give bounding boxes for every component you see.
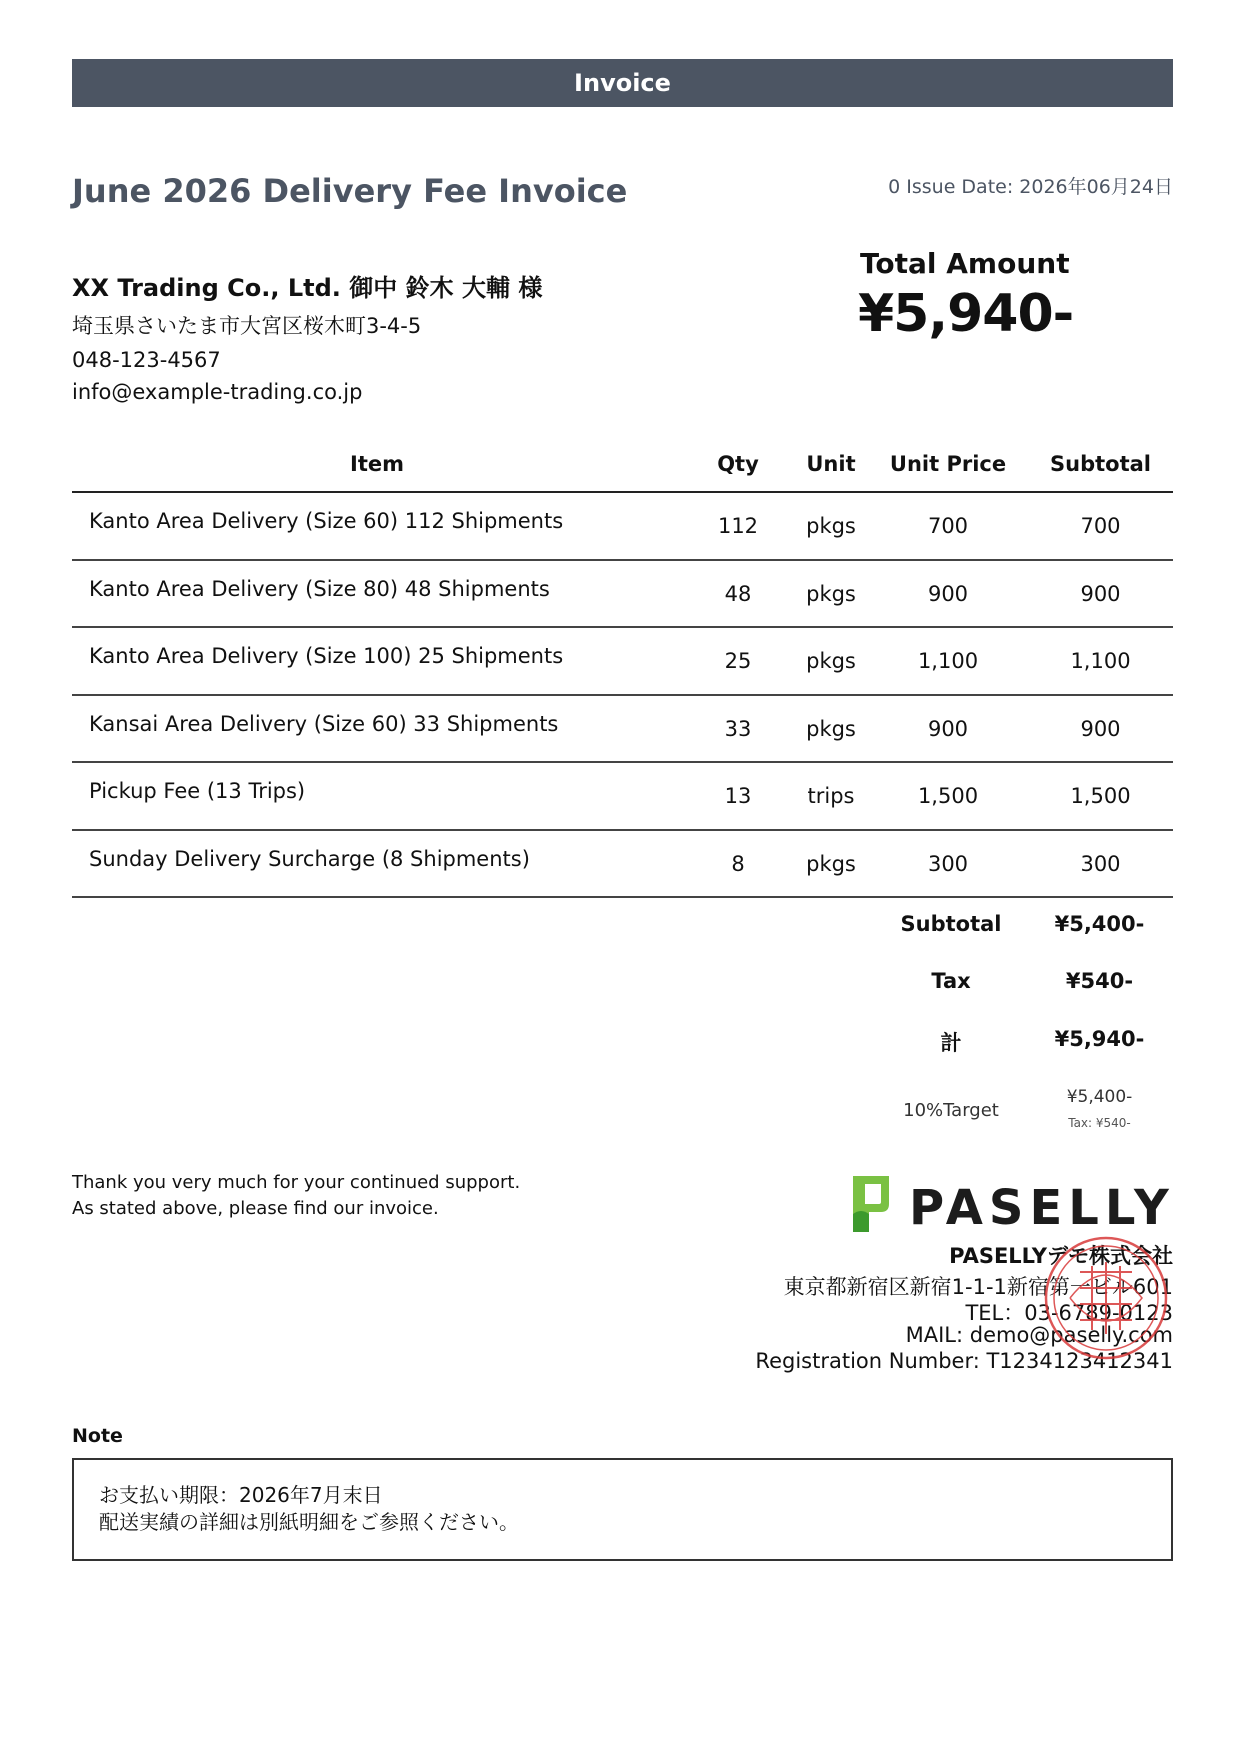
row-qty: 112 (717, 514, 759, 538)
paselly-logo-mark-icon (843, 1174, 1173, 1234)
issuer-name: PASELLYデモ株式会社 (949, 1244, 1173, 1268)
row-item: Pickup Fee (13 Trips) (89, 779, 306, 803)
summary-subtotal (876, 912, 1173, 936)
row-unit: pkgs (806, 514, 856, 538)
note-line-1: お支払い期限：2026年7月末日 (99, 1483, 383, 1507)
row-item: Kansai Area Delivery (Size 60) 33 Shipments (89, 711, 559, 736)
tax-target-tax: Tax: ¥540- (1068, 1116, 1131, 1130)
logo-wordmark: PASELLY (909, 1180, 1173, 1234)
note-line-2: 配送実績の詳細は別紙明細をご参照ください。 (99, 1510, 519, 1534)
table-row (72, 493, 1173, 561)
header-unit-price: Unit Price (889, 451, 1007, 476)
row-qty: 8 (731, 851, 745, 876)
note-box (72, 1458, 1173, 1561)
row-subtotal: 700 (1080, 514, 1121, 538)
row-unit: pkgs (806, 851, 856, 876)
row-unit-price: 700 (927, 514, 969, 538)
row-qty: 13 (724, 784, 752, 808)
invoice-banner: Invoice (72, 59, 1173, 107)
row-unit-price: 1,100 (917, 649, 979, 673)
header-qty: Qty (717, 451, 759, 476)
document-title: June 2026 Delivery Fee Invoice (72, 172, 628, 210)
table-header (72, 436, 1173, 493)
summary-total (876, 1027, 1173, 1057)
row-unit-price: 900 (927, 581, 969, 606)
client-address: 埼玉県さいたま市大宮区桜木町3-4-5 (72, 314, 422, 338)
table-row (72, 831, 1173, 899)
row-unit: pkgs (806, 716, 856, 741)
thanks-line-2: As stated above, please find our invoice. (72, 1198, 439, 1219)
note-label: Note (72, 1425, 123, 1447)
issue-date: 0 Issue Date: 2026年06月24日 (888, 176, 1173, 198)
summary-tax (876, 969, 1173, 993)
paselly-logo (843, 1174, 1173, 1234)
row-unit: trips (807, 784, 855, 808)
header-subtotal: Subtotal (1050, 451, 1151, 476)
row-unit-price: 300 (927, 851, 969, 876)
company-seal-stamp (1040, 1232, 1172, 1364)
row-qty: 33 (724, 716, 752, 741)
row-item: Sunday Delivery Surcharge (8 Shipments) (89, 846, 530, 871)
table-row (72, 696, 1173, 764)
table-row (72, 561, 1173, 629)
client-email: info@example-trading.co.jp (72, 380, 363, 404)
total-amount-value: ¥5,940- (858, 284, 1074, 344)
issuer-address: 東京都新宿区新宿1-1-1新宿第一ビル601 (783, 1275, 1173, 1299)
row-subtotal: 1,500 (1070, 784, 1131, 808)
seal-stamp-icon (1040, 1232, 1172, 1364)
total-amount-label: Total Amount (860, 247, 1070, 280)
tax-target-label: 10%Target (903, 1100, 999, 1121)
row-subtotal: 900 (1080, 581, 1121, 606)
summary-tax-label: Tax (931, 969, 971, 993)
thanks-line-1: Thank you very much for your continued support. (72, 1172, 521, 1193)
row-subtotal: 300 (1080, 851, 1121, 876)
row-item: Kanto Area Delivery (Size 80) 48 Shipments (89, 576, 550, 601)
row-subtotal: 900 (1080, 716, 1121, 741)
line-items-table (72, 436, 1173, 898)
row-unit: pkgs (806, 649, 856, 673)
summary-subtotal-value: ¥5,400- (1054, 912, 1145, 936)
tax-target-base: ¥5,400- (1066, 1087, 1133, 1107)
issuer-mail: MAIL: demo@paselly.com (905, 1323, 1173, 1347)
summary-tax-value: ¥540- (1065, 969, 1134, 993)
row-item: Kanto Area Delivery (Size 60) 112 Shipments (89, 509, 564, 533)
summary-subtotal-label: Subtotal (900, 912, 1002, 936)
header-item: Item (350, 451, 404, 476)
summary-total-label: 計 (940, 1031, 962, 1055)
row-qty: 25 (724, 649, 752, 673)
row-subtotal: 1,100 (1070, 649, 1131, 673)
issuer-registration: Registration Number: T1234123412341 (755, 1349, 1173, 1373)
table-row (72, 763, 1173, 831)
row-unit: pkgs (806, 581, 856, 606)
client-phone: 048-123-4567 (72, 348, 221, 372)
table-row (72, 628, 1173, 696)
row-unit-price: 1,500 (917, 784, 979, 808)
row-item: Kanto Area Delivery (Size 100) 25 Shipments (89, 644, 564, 668)
issuer-tel: TEL：03-6789-0123 (965, 1301, 1173, 1325)
header-unit: Unit (806, 451, 856, 476)
row-qty: 48 (724, 581, 752, 606)
summary-total-value: ¥5,940- (1054, 1027, 1145, 1051)
row-unit-price: 900 (927, 716, 969, 741)
client-name: XX Trading Co., Ltd. 御中 鈴木 大輔 様 (72, 274, 543, 302)
